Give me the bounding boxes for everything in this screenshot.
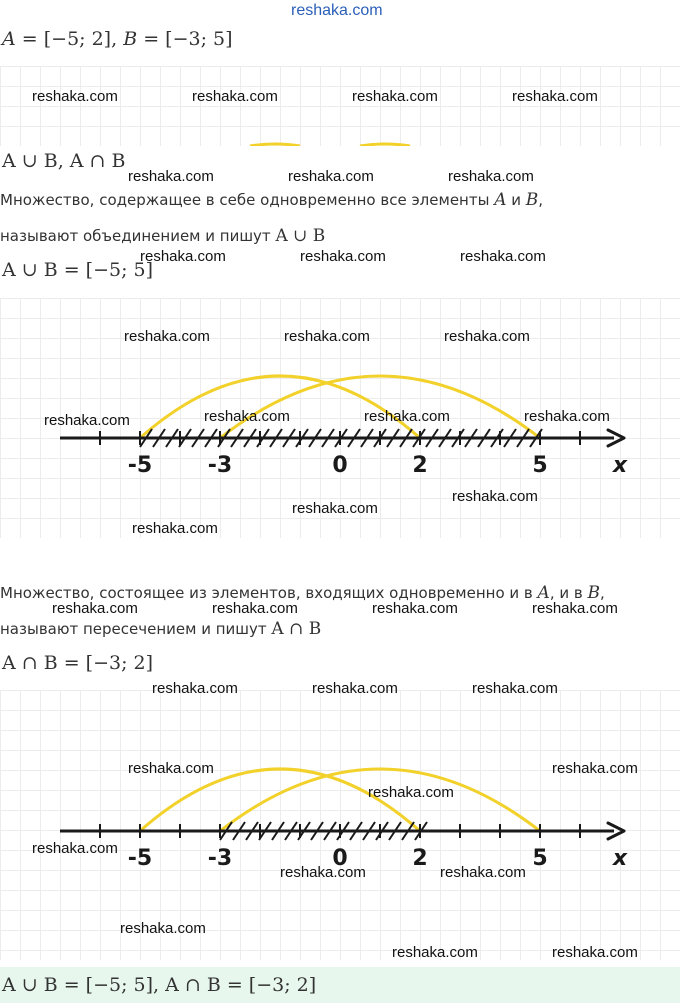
top-arcs-partial	[0, 66, 680, 146]
watermark: reshaka.com	[284, 328, 370, 345]
watermark: reshaka.com	[512, 88, 598, 105]
watermark: reshaka.com	[440, 864, 526, 881]
watermark: reshaka.com	[372, 600, 458, 617]
inter-def-a: A	[537, 583, 550, 603]
watermark: reshaka.com	[552, 760, 638, 777]
watermark: reshaka.com	[448, 168, 534, 185]
intersection-notation: A ∩ B	[69, 150, 126, 172]
watermark: reshaka.com	[280, 864, 366, 881]
tick-label: 0	[332, 453, 348, 478]
answer-box	[0, 967, 680, 1003]
union-def-b: B	[525, 190, 539, 210]
watermark: reshaka.com	[132, 520, 218, 537]
eq-sign-b: =	[137, 28, 166, 50]
union-notation: A ∪ B	[2, 150, 58, 172]
top-grid-panel	[0, 66, 680, 146]
watermark: reshaka.com	[124, 328, 210, 345]
union-def-text2: называют объединением и пишут	[0, 227, 276, 245]
tick-label: 5	[532, 846, 548, 871]
union-def-a: A	[494, 190, 507, 210]
watermark: reshaka.com	[204, 408, 290, 425]
set-b-name: B	[123, 28, 138, 50]
watermark: reshaka.com	[392, 944, 478, 961]
union-def-text: Множество, содержащее в себе одновременно все элементы	[0, 191, 495, 209]
union-def-notation: A ∪ B	[275, 226, 326, 246]
watermark: reshaka.com	[460, 248, 546, 265]
watermark: reshaka.com	[532, 600, 618, 617]
intersection-definition-line2	[0, 619, 321, 639]
intersection-number-line	[0, 690, 680, 960]
watermark: reshaka.com	[292, 500, 378, 517]
watermark: reshaka.com	[300, 248, 386, 265]
watermark: reshaka.com	[452, 488, 538, 505]
answer-text: A ∪ B = [−5; 5], A ∩ B = [−3; 2]	[2, 974, 317, 996]
watermark: reshaka.com	[212, 600, 298, 617]
tick-label: -3	[207, 453, 233, 478]
set-a-name: A	[2, 28, 16, 50]
watermark: reshaka.com	[120, 920, 206, 937]
inter-def-text2: называют пересечением и пишут	[0, 620, 272, 638]
tick-label: 2	[412, 453, 428, 478]
watermark: reshaka.com	[288, 168, 374, 185]
union-def-and: и	[506, 191, 526, 209]
axis-label: x	[612, 846, 628, 871]
intersection-grid-panel	[0, 690, 680, 960]
watermark: reshaka.com	[552, 944, 638, 961]
tick-label: 0	[332, 846, 348, 871]
watermark: reshaka.com	[352, 88, 438, 105]
ops-sep: ,	[57, 150, 70, 172]
watermark: reshaka.com	[364, 408, 450, 425]
watermark: reshaka.com	[52, 600, 138, 617]
watermark: reshaka.com	[472, 680, 558, 697]
watermark: reshaka.com	[128, 760, 214, 777]
union-definition-line2	[0, 226, 325, 246]
tick-label: -5	[127, 453, 153, 478]
watermark: reshaka.com	[524, 408, 610, 425]
watermark: reshaka.com	[312, 680, 398, 697]
watermark: reshaka.com	[44, 412, 130, 429]
inter-def-mid: , и в	[549, 584, 588, 602]
inter-def-comma: ,	[599, 584, 605, 602]
inter-def-notation: A ∩ B	[271, 619, 322, 639]
tick-label: -3	[207, 846, 233, 871]
given-sep: ,	[111, 28, 124, 50]
inter-def-b: B	[587, 583, 600, 603]
watermark: reshaka.com	[192, 88, 278, 105]
set-a-arc	[140, 376, 420, 438]
eq-sign-a: =	[15, 28, 44, 50]
intersection-result: A ∩ B = [−3; 2]	[2, 652, 154, 674]
watermark: reshaka.com	[152, 680, 238, 697]
watermark: reshaka.com	[128, 168, 214, 185]
tick-label: -5	[127, 846, 153, 871]
watermark: reshaka.com	[444, 328, 530, 345]
union-definition-line1	[0, 190, 543, 210]
set-b-interval: [−3; 5]	[165, 28, 233, 50]
tick-label: 5	[532, 453, 548, 478]
union-result: A ∪ B = [−5; 5]	[2, 259, 154, 281]
axis-label: x	[612, 453, 628, 478]
given-sets-line	[2, 28, 233, 50]
site-header-link[interactable]: reshaka.com	[291, 2, 383, 19]
inter-def-text: Множество, состоящее из элементов, входящих одновременно и в	[0, 584, 538, 602]
ops-line	[2, 150, 125, 172]
watermark: reshaka.com	[140, 248, 226, 265]
set-a-interval: [−5; 2]	[43, 28, 112, 50]
watermark: reshaka.com	[368, 784, 454, 801]
tick-label: 2	[412, 846, 428, 871]
watermark: reshaka.com	[32, 840, 118, 857]
union-def-comma: ,	[538, 191, 544, 209]
watermark: reshaka.com	[32, 88, 118, 105]
